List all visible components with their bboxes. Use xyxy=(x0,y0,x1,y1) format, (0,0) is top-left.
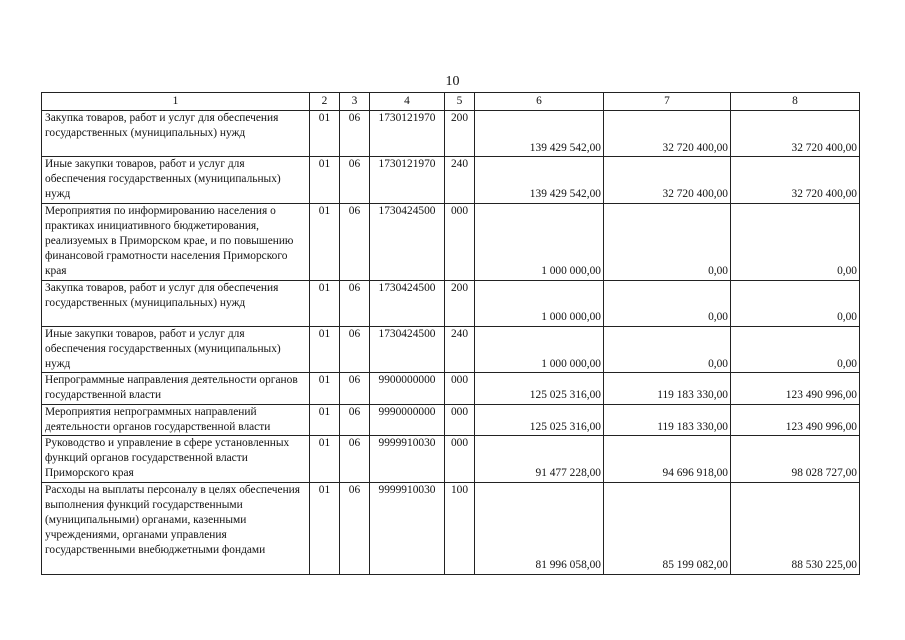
header-cell: 2 xyxy=(310,93,340,111)
table-row xyxy=(42,373,860,404)
header-cell: 4 xyxy=(370,93,445,111)
row-code-5: 200 xyxy=(445,111,475,157)
row-amount-6: 81 996 058,00 xyxy=(475,482,604,574)
table-row xyxy=(42,111,860,157)
table-row xyxy=(42,482,860,574)
row-amount-8: 98 028 727,00 xyxy=(731,436,860,483)
header-cell: 8 xyxy=(731,93,860,111)
row-amount-8: 0,00 xyxy=(731,280,860,326)
row-name: Мероприятия по информированию населения о практиках инициативного бюджетирования, реализуемых в Приморском крае, и по повышению финансовой грамотности населения Приморского края xyxy=(42,203,310,280)
row-amount-7: 0,00 xyxy=(604,326,731,373)
row-name: Непрограммные направления деятельности органов государственной власти xyxy=(42,373,310,404)
row-amount-8: 88 530 225,00 xyxy=(731,482,860,574)
row-amount-8: 0,00 xyxy=(731,326,860,373)
table-row xyxy=(42,326,860,373)
row-code-2: 01 xyxy=(310,203,340,280)
row-amount-7: 0,00 xyxy=(604,203,731,280)
row-name: Закупка товаров, работ и услуг для обеспечения государственных (муниципальных) нужд xyxy=(42,111,310,157)
table-row xyxy=(42,404,860,435)
row-code-2: 01 xyxy=(310,436,340,483)
page-number: 10 xyxy=(445,74,460,89)
row-name: Руководство и управление в сфере установленных функций органов государственной власти Приморского края xyxy=(42,436,310,483)
row-code-3: 06 xyxy=(340,203,370,280)
row-code-3: 06 xyxy=(340,436,370,483)
row-code-2: 01 xyxy=(310,404,340,435)
row-name: Иные закупки товаров, работ и услуг для обеспечения государственных (муниципальных) нужд xyxy=(42,326,310,373)
row-code-5: 000 xyxy=(445,373,475,404)
row-code-2: 01 xyxy=(310,482,340,574)
table-header-row xyxy=(42,93,860,111)
row-code-4: 1730424500 xyxy=(370,326,445,373)
row-code-2: 01 xyxy=(310,280,340,326)
row-code-5: 240 xyxy=(445,157,475,204)
row-amount-7: 119 183 330,00 xyxy=(604,404,731,435)
row-amount-6: 1 000 000,00 xyxy=(475,203,604,280)
row-code-4: 1730424500 xyxy=(370,203,445,280)
row-code-4: 9990000000 xyxy=(370,404,445,435)
row-amount-7: 119 183 330,00 xyxy=(604,373,731,404)
row-amount-7: 32 720 400,00 xyxy=(604,157,731,204)
table-row xyxy=(42,157,860,204)
row-amount-7: 94 696 918,00 xyxy=(604,436,731,483)
row-code-3: 06 xyxy=(340,326,370,373)
header-cell: 7 xyxy=(604,93,731,111)
row-amount-8: 123 490 996,00 xyxy=(731,404,860,435)
row-code-2: 01 xyxy=(310,157,340,204)
header-cell: 3 xyxy=(340,93,370,111)
row-code-2: 01 xyxy=(310,326,340,373)
table-row xyxy=(42,280,860,326)
row-code-3: 06 xyxy=(340,157,370,204)
table-row xyxy=(42,436,860,483)
row-code-3: 06 xyxy=(340,404,370,435)
table-row xyxy=(42,203,860,280)
row-code-4: 1730121970 xyxy=(370,157,445,204)
row-code-4: 1730424500 xyxy=(370,280,445,326)
row-amount-8: 123 490 996,00 xyxy=(731,373,860,404)
header-cell: 5 xyxy=(445,93,475,111)
row-amount-7: 32 720 400,00 xyxy=(604,111,731,157)
row-code-4: 9999910030 xyxy=(370,482,445,574)
row-code-5: 000 xyxy=(445,436,475,483)
row-amount-8: 32 720 400,00 xyxy=(731,157,860,204)
row-code-5: 200 xyxy=(445,280,475,326)
row-code-4: 1730121970 xyxy=(370,111,445,157)
row-amount-6: 139 429 542,00 xyxy=(475,111,604,157)
row-code-2: 01 xyxy=(310,111,340,157)
row-name: Закупка товаров, работ и услуг для обеспечения государственных (муниципальных) нужд xyxy=(42,280,310,326)
row-amount-6: 125 025 316,00 xyxy=(475,373,604,404)
row-name: Иные закупки товаров, работ и услуг для обеспечения государственных (муниципальных) нужд xyxy=(42,157,310,204)
row-amount-7: 85 199 082,00 xyxy=(604,482,731,574)
row-code-5: 240 xyxy=(445,326,475,373)
row-amount-8: 32 720 400,00 xyxy=(731,111,860,157)
row-code-2: 01 xyxy=(310,373,340,404)
header-cell: 1 xyxy=(42,93,310,111)
row-amount-6: 1 000 000,00 xyxy=(475,280,604,326)
header-cell: 6 xyxy=(475,93,604,111)
row-code-5: 000 xyxy=(445,203,475,280)
row-amount-6: 91 477 228,00 xyxy=(475,436,604,483)
row-amount-6: 125 025 316,00 xyxy=(475,404,604,435)
row-amount-7: 0,00 xyxy=(604,280,731,326)
row-code-4: 9900000000 xyxy=(370,373,445,404)
row-code-3: 06 xyxy=(340,111,370,157)
row-amount-8: 0,00 xyxy=(731,203,860,280)
row-code-3: 06 xyxy=(340,280,370,326)
row-code-3: 06 xyxy=(340,373,370,404)
row-amount-6: 139 429 542,00 xyxy=(475,157,604,204)
row-code-4: 9999910030 xyxy=(370,436,445,483)
row-amount-6: 1 000 000,00 xyxy=(475,326,604,373)
row-name: Мероприятия непрограммных направлений деятельности органов государственной власти xyxy=(42,404,310,435)
row-code-5: 000 xyxy=(445,404,475,435)
budget-table xyxy=(41,92,860,575)
row-code-5: 100 xyxy=(445,482,475,574)
row-code-3: 06 xyxy=(340,482,370,574)
row-name: Расходы на выплаты персоналу в целях обеспечения выполнения функций государственными (муниципальными) органами, казенными учреждениями, органами управления государственными внебюджетными фондами xyxy=(42,482,310,574)
